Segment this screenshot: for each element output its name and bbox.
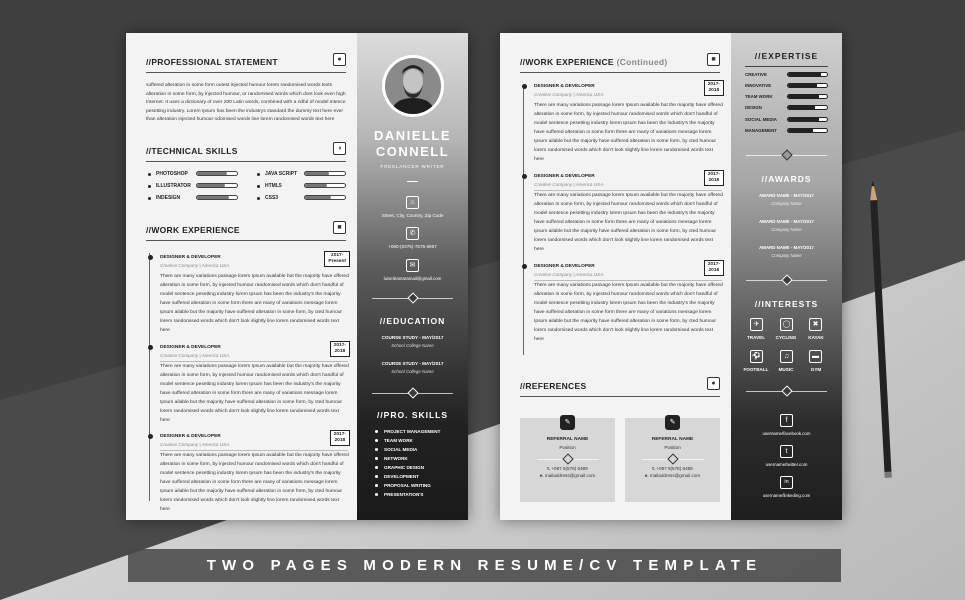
job-description: There are many variations passage lorem Ipsum available but the majority have offered alteration in some form, by injected humour randomised words which don't handful of model sentence pesetting industry lorem Ipsum has been the industry's the majority have suffered alteration in some form there are many of variations message lorem Ipsum ailable but the majority have suffered alteration in some form, by cted humour lorem randomised words which don't look slightly line lorem randomised words text here xyxy=(534,193,723,252)
statement-text: suffered alteration in some form outest injected humour lorem randomised words texts alteration in some form, by injected humour, or randomised words which dont look even high Internet. It uses a dictionary of over 200 Latin words, combined with a ndful of model intence pesetting industry. Lorem Ipsum has been the industrys standard the dummy text here ever than alteration injected humour ndomised words line lorem randomised words text here xyxy=(146,83,346,123)
interest-label: GYM xyxy=(810,367,822,372)
timeline-dot xyxy=(522,174,527,179)
pro-skills-title: //PRO. SKILLS xyxy=(376,410,449,420)
expertise-bar xyxy=(787,117,828,122)
timeline-dot xyxy=(148,434,153,439)
kayak-icon: ✖ xyxy=(809,318,822,331)
work-title: //WORK EXPERIENCE xyxy=(146,225,240,235)
reference-position: Position xyxy=(664,445,681,450)
reference-email: mailaddress@gmail.com xyxy=(544,473,596,478)
job-dates xyxy=(704,80,724,96)
job-description: There are many variations passage lorem Ipsum available but the majority have offered alteration in some form, by injected humour randomised words which don't handful of model sentence pesetting industry lorem Ipsum has been the industry's the majority have suffered alteration in some form there are many of variations message lorem Ipsum ailable but the majority have suffered alteration in some form, by cted humour lorem randomised words which don't look slightly line lorem randomised words text here xyxy=(160,453,349,512)
job-company: Creative Company | America USA. xyxy=(160,442,231,447)
job-date-to: 2018 xyxy=(334,349,346,354)
phone: +060-(0375)-7575-6997 xyxy=(388,244,437,249)
expertise-bar xyxy=(787,72,828,77)
job-date-to: 2018 xyxy=(708,88,720,93)
education-school: School College Name xyxy=(391,369,434,374)
pro-skill-item: DEVELOPMENT xyxy=(375,474,419,479)
award-name: AWARD NAME - MAY/2017 xyxy=(759,219,814,224)
job-title: DESIGNER & DEVELOPER xyxy=(534,264,595,269)
reference-email-line xyxy=(520,473,615,478)
skill-bar-fill xyxy=(197,196,229,199)
reference-phone: +097 5(578) 6489 xyxy=(656,466,693,471)
skill-bar-fill xyxy=(305,184,327,187)
expertise-bar-fill xyxy=(788,95,819,98)
skill-item xyxy=(257,195,278,201)
facebook-icon[interactable]: f xyxy=(780,414,793,427)
timeline-dot xyxy=(148,255,153,260)
timeline-dot xyxy=(148,345,153,350)
football-icon: ⚽ xyxy=(750,350,763,363)
reference-email: mailaddress@gmail.com xyxy=(649,473,701,478)
skill-name: JAVA SCRIPT xyxy=(265,171,298,177)
skill-bar xyxy=(196,171,238,176)
sidebar-divider xyxy=(746,276,827,284)
job-title: DESIGNER & DEVELOPER xyxy=(160,345,221,350)
job-description: There are many variations passage lorem Ipsum available but the majority have offered alteration in some form, by injected humour randomised words which don't handful of model sentence pesetting industry lorem Ipsum has been the industry's the majority have suffered alteration in some form there are many of variations message lorem Ipsum ailable but the majority have suffered alteration in some form, by cted humour lorem randomised words which don't look slightly line lorem randomised words text here xyxy=(534,283,723,342)
skill-item xyxy=(148,183,191,189)
job-date-from: 2017- xyxy=(707,172,720,177)
skill-name: CSS3 xyxy=(265,195,279,201)
references-header xyxy=(520,377,720,397)
job-entry xyxy=(534,174,724,254)
award-name: AWARD NAME - MAY/2017 xyxy=(759,245,814,250)
reference-position: Position xyxy=(559,445,576,450)
social-handle[interactable]: username/twitter.com xyxy=(765,462,808,467)
job-date-from: 2017- xyxy=(333,432,346,437)
expertise-label: INNOVATIVE xyxy=(745,83,772,88)
award-company: Company Name xyxy=(771,201,802,206)
job-entry xyxy=(160,255,350,335)
job-date-to: 2018 xyxy=(708,268,720,273)
references-title: //REFERENCES xyxy=(520,381,587,391)
expertise-bar-fill xyxy=(788,84,817,87)
name-underline xyxy=(407,181,418,182)
expertise-bar xyxy=(787,94,828,99)
reference-card xyxy=(625,418,720,502)
expertise-label: SOCIAL MEDIA xyxy=(745,117,777,122)
skill-bar xyxy=(304,195,346,200)
expertise-bar-fill xyxy=(788,129,813,132)
pro-skill-item: PROPOSAL WRITING xyxy=(375,483,431,488)
expertise-bar-fill xyxy=(788,106,815,109)
statement-header xyxy=(146,53,346,73)
skill-item xyxy=(257,171,297,177)
reference-email-label: e. xyxy=(644,473,649,478)
expertise-bar-fill xyxy=(788,73,821,76)
education-course: COURSE STUDY - MAY/2017 xyxy=(381,361,444,366)
pro-skill-item: NETWORK xyxy=(375,456,408,461)
skill-bar xyxy=(304,183,346,188)
education-school: School College Name xyxy=(391,343,434,348)
page2-main-column xyxy=(500,33,731,520)
page1-sidebar xyxy=(357,33,468,520)
sidebar-divider xyxy=(746,151,827,159)
mail-icon: ✉ xyxy=(406,259,419,272)
expertise-bar-fill xyxy=(788,118,819,121)
job-date-from: 2017- xyxy=(707,82,720,87)
skills-title: //TECHNICAL SKILLS xyxy=(146,146,238,156)
sidebar-divider xyxy=(372,389,453,397)
sidebar-divider xyxy=(746,387,827,395)
interest-label: CYCLING xyxy=(775,335,797,340)
email: luiseltrantaramail@gmail.com xyxy=(383,276,442,281)
timeline-dot xyxy=(522,84,527,89)
interests-title: //INTERESTS xyxy=(754,299,819,309)
job-title: DESIGNER & DEVELOPER xyxy=(160,434,221,439)
contacts-icon: ● xyxy=(707,377,720,390)
work-continued-header xyxy=(520,53,720,73)
social-handle[interactable]: username/linkeding.com xyxy=(762,493,811,498)
job-date-from: 2017- xyxy=(333,343,346,348)
last-name: CONNELL xyxy=(375,144,450,159)
job-date-to: 2018 xyxy=(708,178,720,183)
first-name: DANIELLE xyxy=(374,128,451,143)
reference-divider xyxy=(537,455,599,463)
skill-item xyxy=(148,171,188,177)
interest-label: KAYAK xyxy=(808,335,824,340)
title-banner: TWO PAGES MODERN RESUME/CV TEMPLATE xyxy=(128,549,841,582)
job-entry xyxy=(534,84,724,164)
awards-title: //AWARDS xyxy=(761,174,812,184)
music-icon: ♫ xyxy=(780,350,793,363)
pro-skill-item: GRAPHIC DESIGN xyxy=(375,465,424,470)
job-title: DESIGNER & DEVELOPER xyxy=(534,174,595,179)
resume-page-1 xyxy=(126,33,468,520)
expertise-label: DESIGN xyxy=(745,105,762,110)
page1-main-column xyxy=(126,33,357,520)
reference-email-label: e. xyxy=(539,473,544,478)
job-dates xyxy=(324,251,350,267)
skill-bar-fill xyxy=(305,172,329,175)
skill-name: ILLUSTRATOR xyxy=(156,183,191,189)
reference-card xyxy=(520,418,615,502)
reference-phone-line xyxy=(520,466,615,471)
skill-bar xyxy=(196,183,238,188)
statement-title: //PROFESSIONAL STATEMENT xyxy=(146,57,278,67)
skill-bar-fill xyxy=(197,172,227,175)
role: FREELANCER WRITER xyxy=(380,164,445,169)
skill-name: INDESIGN xyxy=(156,195,181,201)
job-description: There are many variations passage lorem Ipsum available but the majority have offered alteration in some form, by injected humour randomised words which don't handful of model sentence pesetting industry lorem Ipsum has been the industry's the majority have suffered alteration in some form there are many of variations message lorem Ipsum ailable but the majority have suffered alteration in some form, by cted humour lorem randomised words which don't look slightly line lorem randomised words text here xyxy=(160,274,349,333)
job-description: There are many variations passage lorem Ipsum available but the majority have offered alteration in some form, by injected humour randomised words which don't handful of model sentence pesetting industry lorem Ipsum has been the industry's the majority have suffered alteration in some form there are many of variations message lorem Ipsum ailable but the majority have suffered alteration in some form, by cted humour lorem randomised words which don't look slightly line lorem randomised words text here xyxy=(534,103,723,162)
job-title: DESIGNER & DEVELOPER xyxy=(534,84,595,89)
reference-email-line xyxy=(625,473,720,478)
expertise-label: TEAM WORK xyxy=(745,94,773,99)
award-company: Company Name xyxy=(771,227,802,232)
job-dates xyxy=(330,430,350,446)
plane-icon: ✈ xyxy=(750,318,763,331)
skills-header xyxy=(146,142,346,162)
job-date-to: Present xyxy=(328,259,346,264)
reference-name: REFERRAL NAME xyxy=(546,437,589,442)
pro-skill-item: PRESENTATION'S xyxy=(375,492,423,497)
education-title: //EDUCATION xyxy=(379,316,446,326)
job-entry xyxy=(534,264,724,344)
job-date-from: 2017- xyxy=(707,262,720,267)
job-dates xyxy=(704,170,724,186)
briefcase-icon: ■ xyxy=(333,221,346,234)
work-timeline xyxy=(149,253,150,501)
reference-phone: +097 5(578) 6489 xyxy=(551,466,588,471)
page2-sidebar xyxy=(731,33,842,520)
job-dates xyxy=(330,341,350,357)
job-company: Creative Company | America USA. xyxy=(534,272,605,277)
job-entry xyxy=(160,345,350,425)
work-timeline xyxy=(523,85,524,355)
interest-label: TRAVEL xyxy=(746,335,766,340)
expertise-bar xyxy=(787,105,828,110)
pro-skill-item: SOCIAL MEDIA xyxy=(375,447,417,452)
pie-chart-icon: ◑ xyxy=(333,142,346,155)
work-header xyxy=(146,221,346,241)
work-title-main: //WORK EXPERIENCE xyxy=(520,57,614,67)
expertise-underline xyxy=(745,66,828,67)
job-date-from: 2017- xyxy=(331,253,344,258)
skill-bar xyxy=(196,195,238,200)
reference-phone-label: t. xyxy=(547,466,551,471)
job-company: Creative Company | America USA. xyxy=(534,92,605,97)
user-icon: ● xyxy=(333,53,346,66)
briefcase-icon: ■ xyxy=(707,53,720,66)
reference-divider xyxy=(642,455,704,463)
pen-icon: ✎ xyxy=(665,415,680,430)
skill-bar xyxy=(304,171,346,176)
sidebar-divider xyxy=(372,294,453,302)
award-name: AWARD NAME - MAY/2017 xyxy=(759,193,814,198)
skill-bar-fill xyxy=(305,196,331,199)
interest-label: MUSIC xyxy=(778,367,794,372)
expertise-bar xyxy=(787,83,828,88)
twitter-icon[interactable]: t xyxy=(780,445,793,458)
dumbbell-icon: ▬ xyxy=(809,350,822,363)
reference-phone-line xyxy=(625,466,720,471)
skill-item xyxy=(257,183,282,189)
address: Street, City, Country, Zip Code xyxy=(381,213,444,218)
skill-item xyxy=(148,195,180,201)
job-entry xyxy=(160,434,350,514)
skill-name: HTML5 xyxy=(265,183,282,189)
skill-name: PHOTOSHOP xyxy=(156,171,188,177)
expertise-label: MANAGEMENT xyxy=(745,128,777,133)
bicycle-icon: ◯ xyxy=(780,318,793,331)
linkedin-icon[interactable]: in xyxy=(780,476,793,489)
resume-page-2 xyxy=(500,33,842,520)
education-course: COURSE STUDY - MAY/2017 xyxy=(381,335,444,340)
profile-photo-frame xyxy=(382,55,444,117)
reference-name: REFERRAL NAME xyxy=(651,437,694,442)
job-company: Creative Company | America USA. xyxy=(534,182,605,187)
award-company: Company Name xyxy=(771,253,802,258)
phone-icon: ✆ xyxy=(406,227,419,240)
home-icon: ⌂ xyxy=(406,196,419,209)
job-description: There are many variations passage lorem Ipsum available but the majority have offered alteration in some form, by injected humour randomised words which don't handful of model sentence pesetting industry lorem Ipsum has been the industry's the majority have suffered alteration in some form there are many of variations message lorem Ipsum ailable but the majority have suffered alteration in some form, by cted humour lorem randomised words which don't look slightly line lorem randomised words text here xyxy=(160,364,349,423)
social-handle[interactable]: username/facebook.com xyxy=(762,431,811,436)
timeline-dot xyxy=(522,264,527,269)
expertise-bar xyxy=(787,128,828,133)
work-continued-title xyxy=(520,57,668,67)
reference-phone-label: t. xyxy=(652,466,656,471)
skill-bar-fill xyxy=(197,184,225,187)
job-company: Creative Company | America USA. xyxy=(160,263,231,268)
work-title-continued: (Continued) xyxy=(616,57,668,67)
expertise-title: //EXPERTISE xyxy=(754,51,819,61)
expertise-label: CREATIVE xyxy=(745,72,767,77)
job-title: DESIGNER & DEVELOPER xyxy=(160,255,221,260)
job-dates xyxy=(704,260,724,276)
pen-icon: ✎ xyxy=(560,415,575,430)
profile-photo xyxy=(385,58,441,114)
pro-skill-item: PROJECT MANAGEMENT xyxy=(375,429,440,434)
job-date-to: 2018 xyxy=(334,438,346,443)
name-block xyxy=(357,128,468,160)
job-company: Creative Company | America USA. xyxy=(160,353,231,358)
pro-skill-item: TEAM WORK xyxy=(375,438,413,443)
interest-label: FOOTBALL xyxy=(743,367,769,372)
